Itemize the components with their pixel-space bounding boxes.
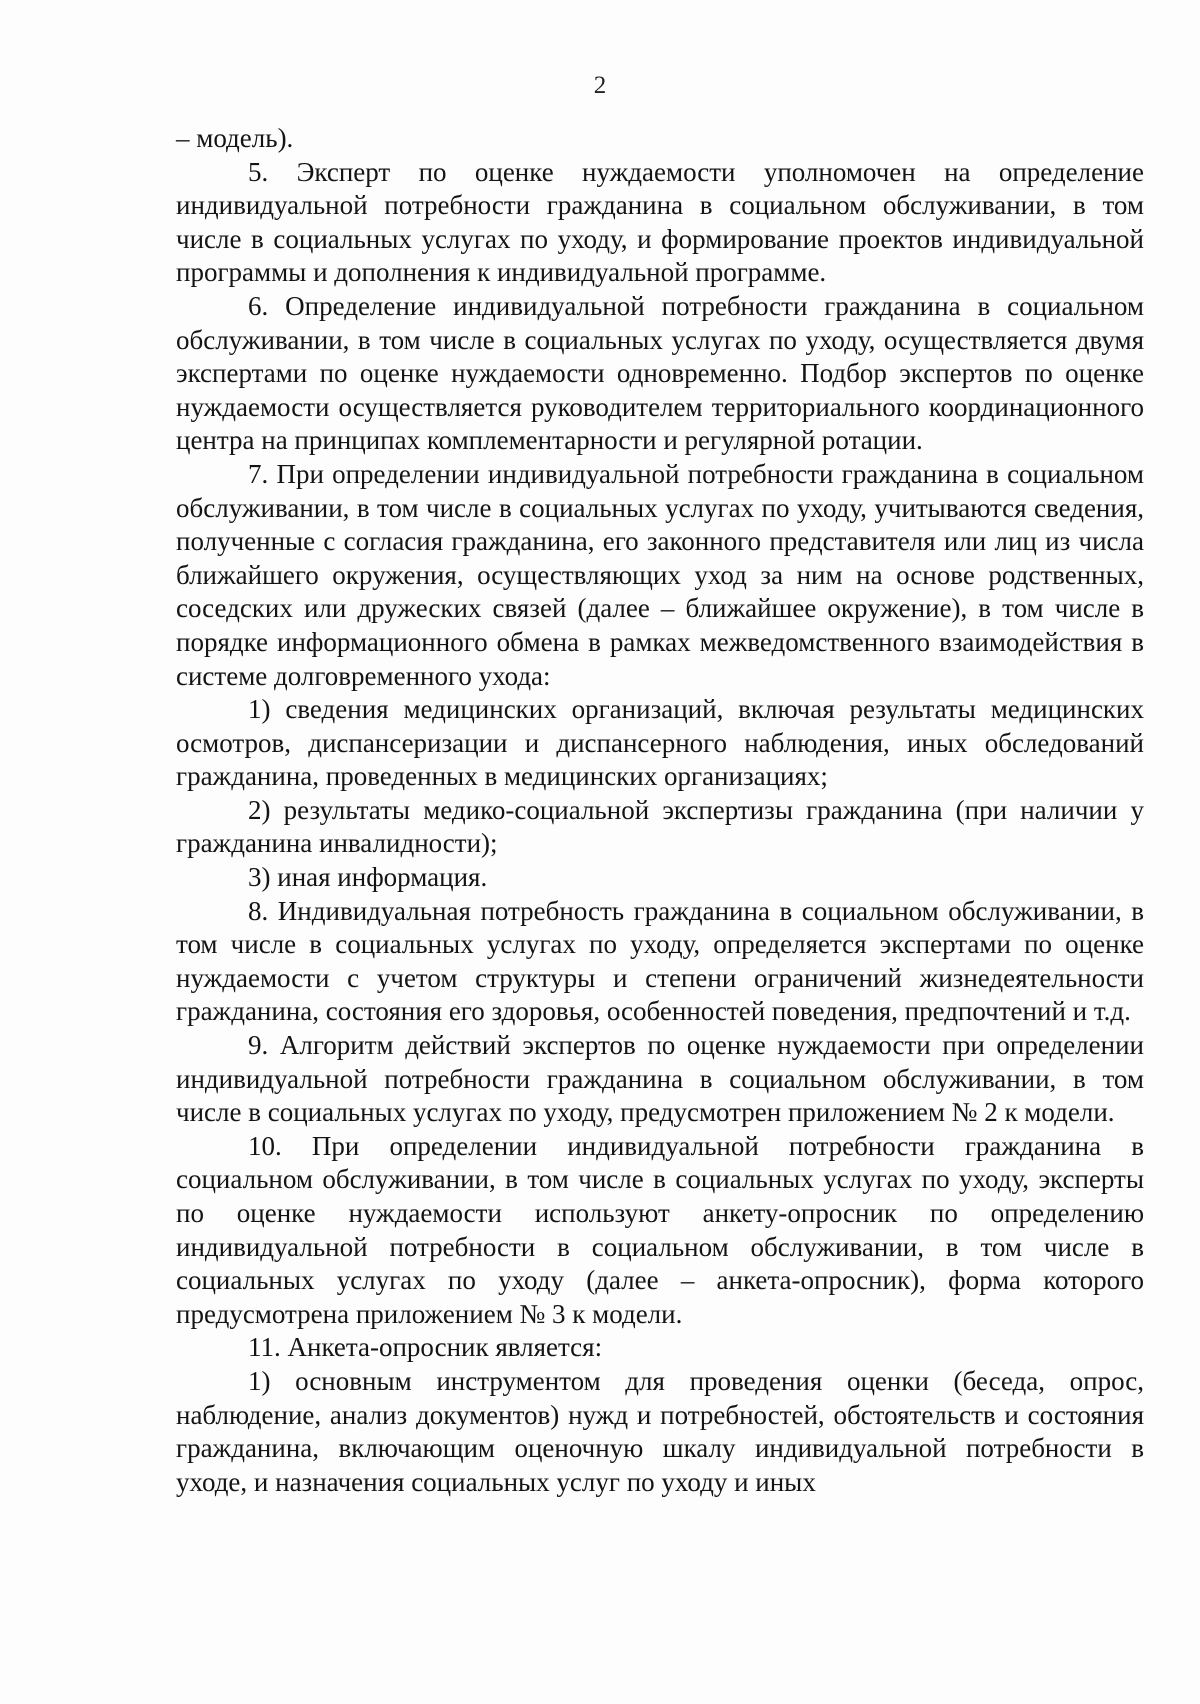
paragraph-9: 9. Алгоритм действий экспертов по оценке нуждаемости при определении индивидуальной потребности гражданина в социальном обслуживании, в том числе в социальных услугах по уходу, предусмотрен приложением № 2 к модели.	[176, 1030, 1144, 1128]
paragraph-8: 8. Индивидуальная потребность гражданина в социальном обслуживании, в том числе в социальных услугах по уходу, определяется экспертами по оценке нуждаемости с учетом структуры и степени ограничений жизнедеятельности гражданина, состояния его здоровья, особенностей поведения, предпочтений и т.д.	[176, 895, 1144, 1027]
list-item-7-1: 1) сведения медицинских организаций, включая результаты медицинских осмотров, диспансеризации и диспансерного наблюдения, иных обследований гражданина, проведенных в медицинских организациях;	[176, 694, 1144, 792]
list-item-11-1: 1) основным инструментом для проведения оценки (беседа, опрос, наблюдение, анализ документов) нужд и потребностей, обстоятельств и состояния гражданина, включающим оценочную шкалу индивидуальной потребности в уходе, и назначения социальных услуг по уходу и иных	[176, 1365, 1144, 1497]
page-number: 2	[593, 72, 607, 99]
list-item-7-2: 2) результаты медико-социальной экспертизы гражданина (при наличии у гражданина инвалидности);	[176, 794, 1144, 859]
paragraph-6: 6. Определение индивидуальной потребности гражданина в социальном обслуживании, в том числе в социальных услугах по уходу, осуществляется двумя экспертами по оценке нуждаемости одновременно. Подбор экспертов по оценке нуждаемости осуществляется руководителем территориального координационного центра на принципах комплементарности и регулярной ротации.	[176, 290, 1144, 456]
paragraph-7: 7. При определении индивидуальной потребности гражданина в социальном обслуживании, в том числе в социальных услугах по уходу, учитываются сведения, полученные с согласия гражданина, его законного представителя или лиц из числа ближайшего окружения, осуществляющих уход за ним на основе родственных, соседских или дружеских связей (далее – ближайшее окружение), в том числе в порядке информационного обмена в рамках межведомственного взаимодействия в системе долговременного ухода:	[176, 458, 1144, 691]
paragraph-10: 10. При определении индивидуальной потребности гражданина в социальном обслуживании, в том числе в социальных услугах по уходу, эксперты по оценке нуждаемости используют анкету-опросник по определению индивидуальной потребности в социальном обслуживании, в том числе в социальных услугах по уходу (далее – анкета-опросник), форма которого предусмотрена приложением № 3 к модели.	[176, 1130, 1144, 1329]
document-body	[176, 122, 1144, 1499]
paragraph-11: 11. Анкета-опросник является:	[248, 1332, 603, 1363]
paragraph-5: 5. Эксперт по оценке нуждаемости уполномочен на определение индивидуальной потребности гражданина в социальном обслуживании, в том числе в социальных услугах по уходу, и формирование проектов индивидуальной программы и дополнения к индивидуальной программе.	[176, 156, 1144, 288]
list-item-7-3: 3) иная информация.	[248, 862, 488, 893]
paragraph-continuation: – модель).	[176, 123, 294, 153]
